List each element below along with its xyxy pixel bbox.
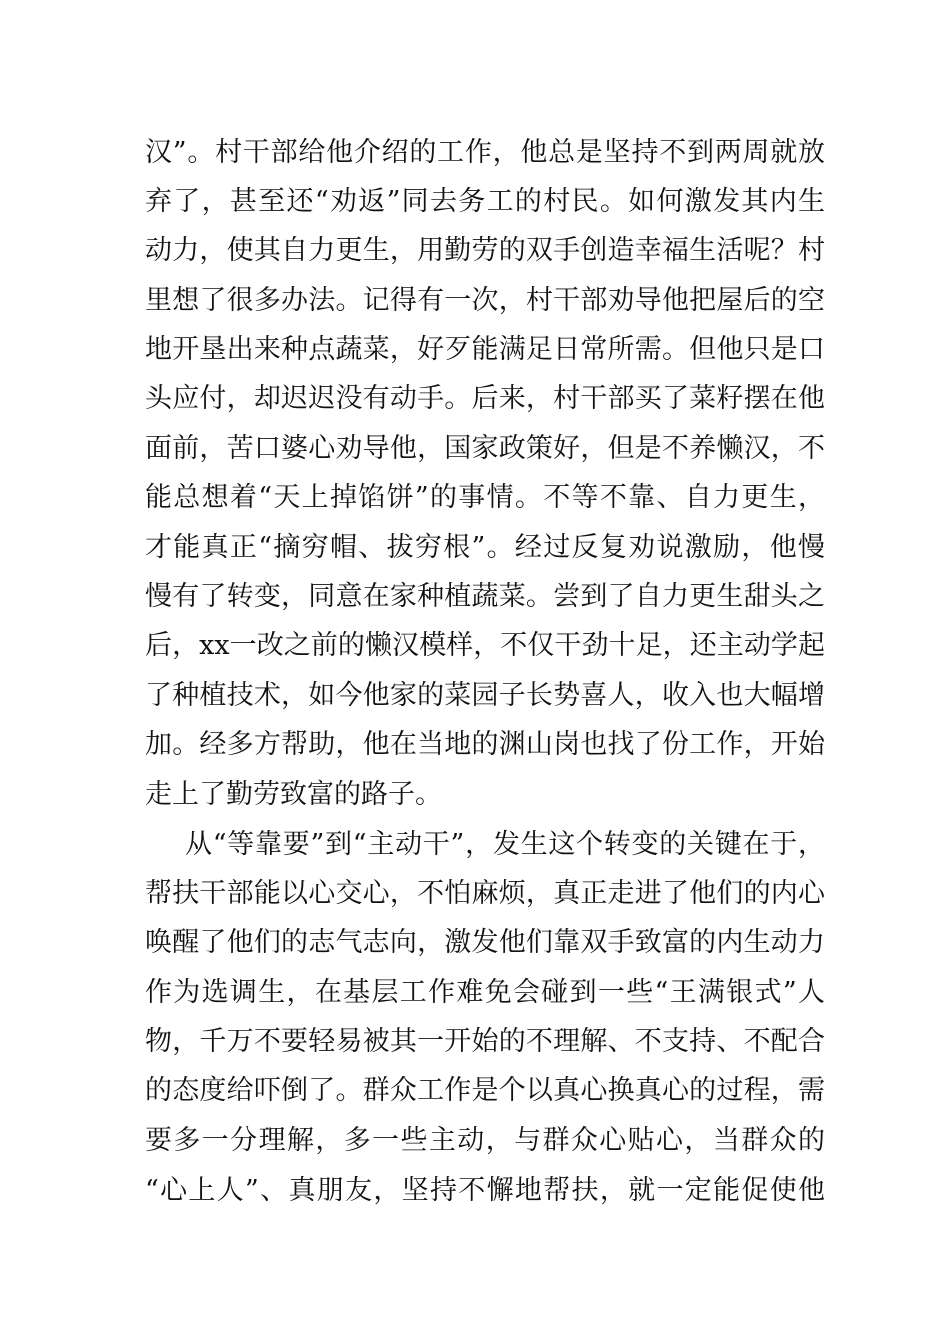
text-line: 走上了勤劳致富的路子。 <box>145 779 442 810</box>
text-line: 才能真正“摘穷帽、拔穷根”。经过反复劝说激励，他慢 <box>145 532 825 563</box>
text-line: 后，xx一改之前的懒汉模样，不仅干劲十足，还主动学起 <box>145 630 825 661</box>
text-line: 帮扶干部能以心交心，不怕麻烦，真正走进了他们的内心 <box>145 878 825 909</box>
text-line: 里想了很多办法。记得有一次，村干部劝导他把屋后的空 <box>145 285 825 316</box>
text-line: 加。经多方帮助，他在当地的渊山岗也找了份工作，开始 <box>145 729 825 760</box>
text-line: 弃了，甚至还“劝返”同去务工的村民。如何激发其内生 <box>145 186 825 217</box>
text-line: 慢有了转变，同意在家种植蔬菜。尝到了自力更生甜头之 <box>145 581 825 612</box>
text-line: 唤醒了他们的志气志向，激发他们靠双手致富的内生动力 <box>145 927 825 958</box>
text-line: 的态度给吓倒了。群众工作是个以真心换真心的过程，需 <box>145 1075 825 1106</box>
paragraph-first-line: 从“等靠要”到“主动干”，发生这个转变的关键在于， <box>185 829 825 860</box>
text-line: 能总想着“天上掉馅饼”的事情。不等不靠、自力更生， <box>145 482 825 513</box>
text-line: 头应付，却迟迟没有动手。后来，村干部买了菜籽摆在他 <box>145 383 825 414</box>
text-line: 了种植技术，如今他家的菜园子长势喜人，收入也大幅增 <box>145 680 825 711</box>
text-line: 物，千万不要轻易被其一开始的不理解、不支持、不配合 <box>145 1026 825 1057</box>
text-line: “心上人”、真朋友，坚持不懈地帮扶，就一定能促使他 <box>145 1175 825 1206</box>
text-line: 汉”。村干部给他介绍的工作，他总是坚持不到两周就放 <box>145 137 825 168</box>
text-line: 动力，使其自力更生，用勤劳的双手创造幸福生活呢？村 <box>145 235 825 266</box>
text-line: 面前，苦口婆心劝导他，国家政策好，但是不养懒汉，不 <box>145 433 825 464</box>
text-line: 要多一分理解，多一些主动，与群众心贴心，当群众的 <box>145 1125 825 1156</box>
text-line: 地开垦出来种点蔬菜，好歹能满足日常所需。但他只是口 <box>145 334 825 365</box>
text-line: 作为选调生，在基层工作难免会碰到一些“王满银式”人 <box>145 977 825 1008</box>
